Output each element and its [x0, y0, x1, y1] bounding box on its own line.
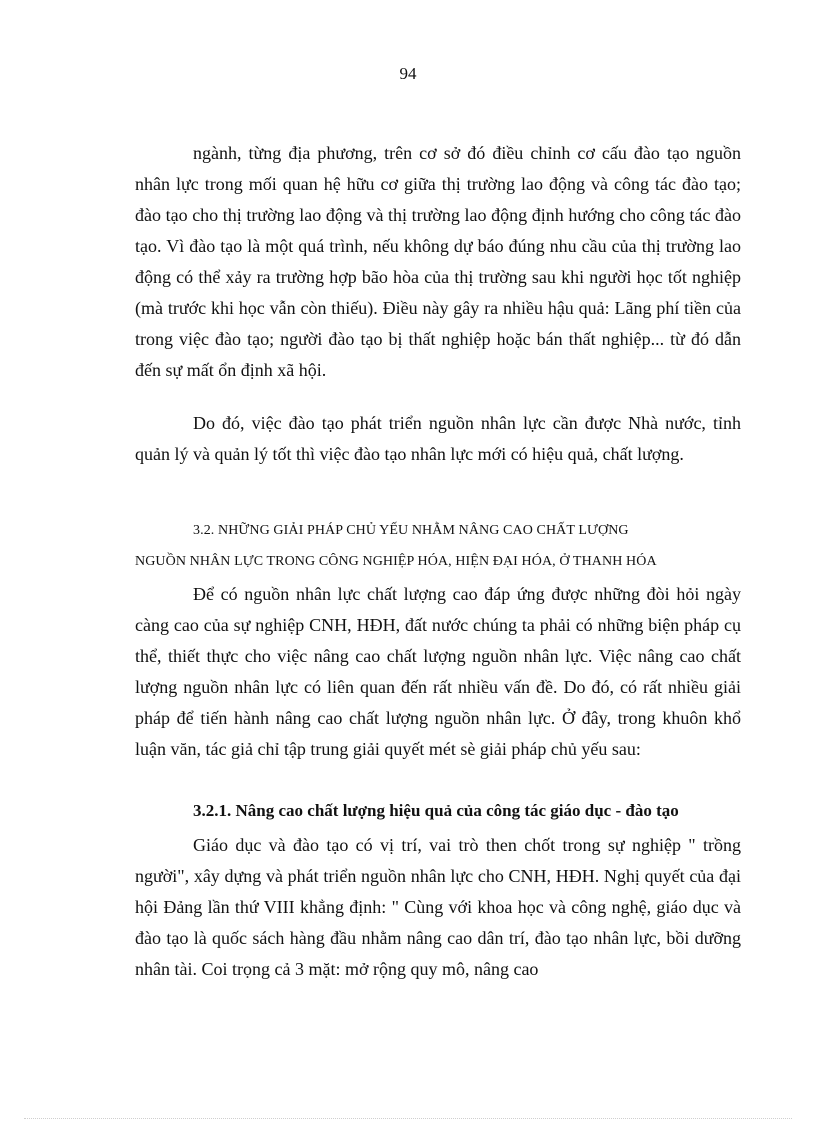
paragraph-text: Giáo dục và đào tạo có vị trí, vai trò then chốt trong sự nghiệp " trồng người", xây dựng và phát triển nguồn nhân lực cho CNH, HĐH. Nghị quyết của đại hội Đảng lần thứ VIII khẳng định: " Cùng với khoa học và công nghệ, giáo dục và đào tạo là quốc sách hàng đầu nhằm nâng cao dân trí, đào tạo nhân lực, bồi dưỡng nhân tài. Coi trọng cả 3 mặt: mở rộng quy mô, nâng cao	[135, 835, 741, 979]
paragraph-state-management	[135, 408, 741, 470]
paragraph-text: Do đó, việc đào tạo phát triển nguồn nhân lực cần được Nhà nước, tỉnh quản lý và quản lý tốt thì việc đào tạo nhân lực mới có hiệu quả, chất lượng.	[135, 413, 741, 464]
paragraph-text: ngành, từng địa phương, trên cơ sở đó điều chỉnh cơ cấu đào tạo nguồn nhân lực trong mối quan hệ hữu cơ giữa thị trường lao động và công tác đào tạo; đào tạo cho thị trường lao động và thị trường lao động định hướng cho công tác đào tạo. Vì đào tạo là một quá trình, nếu không dự báo đúng nhu cầu của thị trường lao động có thể xảy ra trường hợp bão hòa của thị trường sau khi người học tốt nghiệp (mà trước khi học vẫn còn thiếu). Điều này gây ra nhiều hậu quả: Lãng phí tiền của trong việc đào tạo; người đào tạo bị thất nghiệp hoặc bán thất nghiệp... từ đó dẫn đến sự mất ổn định xã hội.	[135, 143, 741, 380]
paragraph-labor-market	[135, 138, 741, 386]
section-heading-line-2: NGUỒN NHÂN LỰC TRONG CÔNG NGHIỆP HÓA, HIỆN ĐẠI HÓA, Ở THANH HÓA	[135, 554, 657, 569]
paragraph-text: Để có nguồn nhân lực chất lượng cao đáp ứng được những đòi hỏi ngày càng cao của sự nghiệp CNH, HĐH, đất nước chúng ta phải có những biện pháp cụ thể, thiết thực cho việc nâng cao chất lượng nguồn nhân lực. Việc nâng cao chất lượng nguồn nhân lực có liên quan đến rất nhiều vấn đề. Do đó, có rất nhiều giải pháp để tiến hành nâng cao chất lượng nguồn nhân lực. Ở đây, trong khuôn khổ luận văn, tác giả chỉ tập trung giải quyết mét sè giải pháp chủ yếu sau:	[135, 584, 741, 759]
section-heading-line-1: 3.2. NHỮNG GIẢI PHÁP CHỦ YẾU NHẰM NÂNG CAO CHẤT LƯỢNG	[193, 523, 629, 538]
paragraph-education-training	[135, 830, 741, 985]
page-number: 94	[399, 64, 417, 83]
page-bottom-divider	[24, 1118, 792, 1119]
paragraph-solutions-intro	[135, 579, 741, 765]
subsection-heading: 3.2.1. Nâng cao chất lượng hiệu quả của công tác giáo dục - đào tạo	[193, 801, 679, 820]
